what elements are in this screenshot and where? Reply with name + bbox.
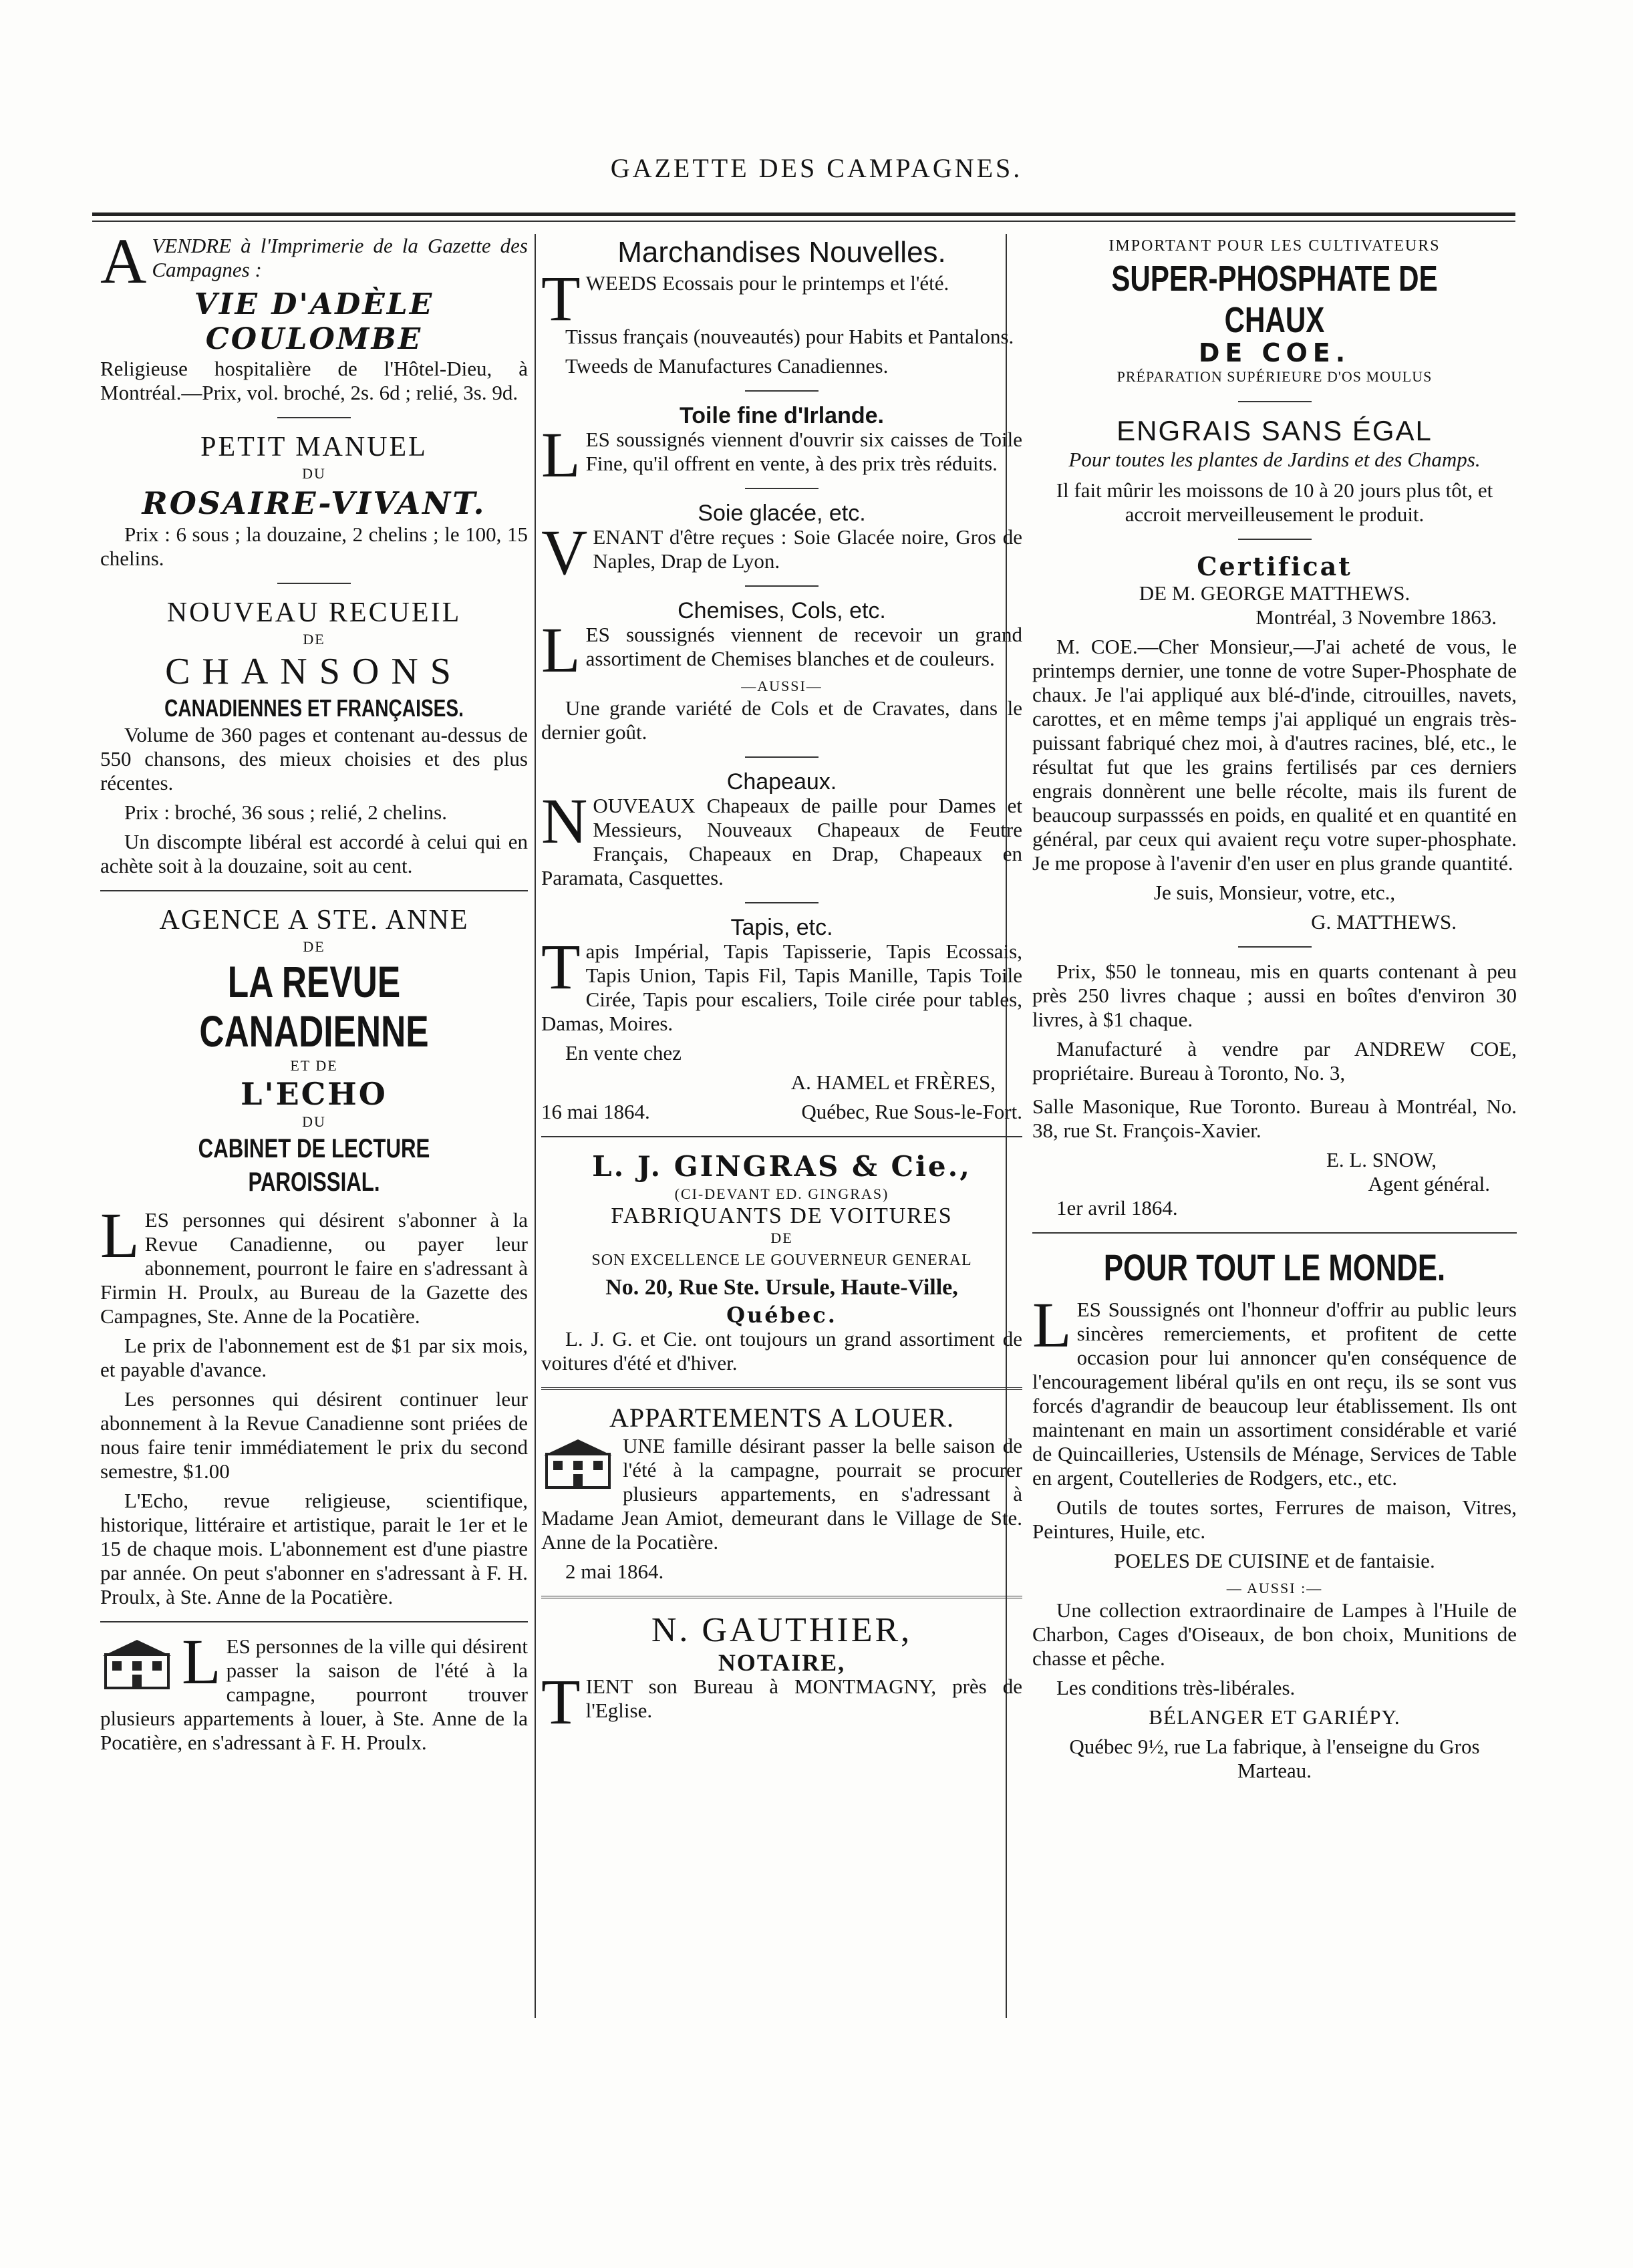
chapeaux-text: OUVEAUX Chapeaux de paille pour Dames et Messieurs, Nouveaux Chapeaux de Feutre Français, Chapeaux en Drap, Chapeaux en Paramata, Casquettes. <box>541 794 1022 889</box>
murir: Il fait mûrir les moissons de 10 à 20 jours plus tôt, et accroit merveilleusement le produit. <box>1056 478 1493 526</box>
march-title: Marchandises Nouvelles. <box>617 236 946 269</box>
agence-p4: L'Echo, revue religieuse, scientifique, historique, littéraire et artistique, parait le 1er et le 15 de chaque mois. L'abonnement est d'une piastre par année. On peut s'abonner en s'adressant à F. H. Proulx, à Ste. Anne de la Pocatière. <box>100 1489 528 1608</box>
hamel-date: 16 mai 1864. <box>541 1100 650 1123</box>
manuel-du: DU <box>302 465 326 482</box>
drop-cap: L <box>182 1626 221 1697</box>
divider <box>1032 1232 1517 1234</box>
lampes: Une collection extraordinaire de Lampes à l'Huile de Charbon, Cages d'Oiseaux, de bon choix, Munitions de chasse et pêche. <box>1032 1598 1517 1670</box>
adele-body: Religieuse hospitalière de l'Hôtel-Dieu, à Montréal.—Prix, vol. broché, 2s. 6d ; relié, 3s. 9d. <box>100 357 528 404</box>
de-coe: DE COE. <box>1198 338 1351 368</box>
gauthier-text: IENT son Bureau à MONTMAGNY, près de l'Eglise. <box>585 1675 1022 1722</box>
salle-masonique: Salle Masonique, Rue Toronto. Bureau à Montréal, No. 38, rue St. François-Xavier. <box>1032 1095 1517 1142</box>
pour-ad <box>1032 1289 1517 1490</box>
fabriquants-de: DE <box>770 1230 793 1246</box>
agence-p2: Le prix de l'abonnement est de $1 par six mois, et payable d'avance. <box>100 1334 528 1381</box>
divider <box>100 890 528 891</box>
divider <box>745 756 819 758</box>
column-middle <box>541 234 1022 2025</box>
belanger-address: Québec 9½, rue La fabrique, à l'enseigne du Gros Marteau. <box>1069 1735 1480 1782</box>
house-icon <box>100 1637 174 1689</box>
certificat-date: Montréal, 3 Novembre 1863. <box>1255 605 1497 629</box>
certificat-body: M. COE.—Cher Monsieur,—J'ai acheté de vous, le printemps dernier, une tonne de votre Super-Phosphate de chaux. Je l'ai appliqué aux blé-d'inde, citrouilles, navets, carottes, et en même temps j'ai appliqué un engrais très-puissant fabriqué chez moi, à d'autres racines, blé, etc., le résultat fut que les grains fertilisés par ces derniers engrais donnèrent une belle récolte, mais ils furent de beaucoup surpasssés en poids, en qualité et en quantité en général, par ceux qui avaient reçu votre super-phosphate. Je me propose à l'avenir d'en user en plus grande quantité. <box>1032 635 1517 875</box>
conditions: Les conditions très-libérales. <box>1056 1676 1296 1699</box>
chansons-p1: Volume de 360 pages et contenant au-dessus de 550 chansons, des mieux choisies et des plus récentes. <box>100 723 528 795</box>
prix-body: Prix, $50 le tonneau, mis en quarts contenant à peu près 250 livres chaque ; aussi en boîtes d'environ 30 livres, à $1 chaque. <box>1032 960 1517 1031</box>
snow-name: E. L. SNOW, <box>1326 1148 1437 1171</box>
divider <box>100 1621 528 1622</box>
hamel-name: A. HAMEL et FRÈRES, <box>790 1071 996 1094</box>
adele-title: VIE D'ADÈLE COULOMBE <box>194 287 434 356</box>
drop-cap: A <box>100 234 147 297</box>
certificat-close: Je suis, Monsieur, votre, etc., <box>1153 881 1396 904</box>
page-title: GAZETTE DES CAMPAGNES. <box>610 153 1023 183</box>
pour-text: ES Soussignés ont l'honneur d'offrir au public leurs sincères remerciements, et profitent de cette occasion pour lui annoncer qu'en conséquence de l'encouragement libéral qu'ils en ont reçu, ils se sont vus forcés d'agrandir de beaucoup leur établissement. Ils ont maintenant en main un assortiment considérable et varié de Quincailleries, Ustensils de Ménage, Services de Table en argent, Coutelleries de Rodgers, etc., etc. <box>1032 1298 1517 1490</box>
tweeds-canadiennes: Tweeds de Manufactures Canadiennes. <box>565 354 889 378</box>
matthews-title: DE M. GEORGE MATTHEWS. <box>1139 581 1411 605</box>
divider <box>745 902 819 903</box>
tapis-title: Tapis, etc. <box>730 915 833 940</box>
agence-de: DE <box>303 938 325 955</box>
agence-title: AGENCE A STE. ANNE <box>159 905 469 936</box>
notaire: NOTAIRE, <box>718 1649 846 1676</box>
tweeds-text: WEEDS Ecossais pour le printemps et l'été. <box>585 271 949 295</box>
snow-date: 1er avril 1864. <box>1056 1196 1178 1220</box>
hamel-footer <box>541 1100 1022 1124</box>
echo-du: DU <box>302 1113 326 1130</box>
divider <box>541 1387 1022 1390</box>
divider <box>745 390 819 392</box>
column-right <box>1032 234 1517 2025</box>
chemises-title: Chemises, Cols, etc. <box>678 598 886 623</box>
chemises-text: ES soussignés viennent de recevoir un grand assortiment de Chemises blanches et de couleurs. <box>585 623 1022 670</box>
agence-p1-text: ES personnes qui désirent s'abonner à la Revue Canadienne, ou payer leur abonnement, pourront le faire en s'adressant à Firmin H. Proulx, au Bureau de la Gazette des Campagnes, Ste. Anne de la Pocatière. <box>100 1208 528 1328</box>
poeles: POELES DE CUISINE et de fantaisie. <box>1114 1549 1435 1572</box>
gauthier-ad <box>541 1666 1022 1737</box>
header-rule <box>92 212 1515 216</box>
tweeds-ad <box>541 263 1022 334</box>
house-icon <box>541 1437 615 1489</box>
aussi-label: —AUSSI— <box>741 678 823 694</box>
toile-title: Toile fine d'Irlande. <box>680 403 884 428</box>
column-left <box>100 234 528 2025</box>
vendre-text: VENDRE à l'Imprimerie de la Gazette des Campagnes : <box>152 234 528 281</box>
gingras-body: L. J. G. et Cie. ont toujours un grand assortiment de voitures d'été et d'hiver. <box>541 1327 1022 1375</box>
tapis-ad <box>541 931 1022 1036</box>
drop-cap: L <box>541 419 581 490</box>
ville-ad <box>100 1626 528 1755</box>
tapis-text: apis Impérial, Tapis Tapisserie, Tapis Ecossais, Tapis Union, Tapis Fil, Tapis Manille, Tapis Toile Cirée, Tapis pour escaliers, Toile cirée pour tables, Damas, Moires. <box>541 940 1022 1035</box>
drop-cap: L <box>100 1199 140 1271</box>
cols-body: Une grande variété de Cols et de Cravates, dans le dernier goût. <box>541 696 1022 744</box>
revue-title: LA REVUE CANADIENNE <box>199 957 429 1056</box>
cabinet-title: CABINET DE LECTURE PAROISSIAL. <box>198 1134 430 1197</box>
divider <box>745 585 819 587</box>
manuel-title: PETIT MANUEL <box>200 432 428 462</box>
chansons-p2: Prix : broché, 36 sous ; relié, 2 chelins. <box>124 801 447 824</box>
chansons-subtitle: CANADIENNES ET FRANÇAISES. <box>164 694 464 722</box>
gingras-address: No. 20, Rue Ste. Ursule, Haute-Ville, <box>605 1275 958 1300</box>
agence-p1 <box>100 1199 528 1328</box>
pour-title: POUR TOUT LE MONDE. <box>1103 1246 1446 1288</box>
manufacture: Manufacturé à vendre par ANDREW COE, propriétaire. Bureau à Toronto, No. 3, <box>1032 1037 1517 1085</box>
drop-cap: T <box>541 931 581 1002</box>
drop-cap: T <box>541 1666 581 1737</box>
vente-chez: En vente chez <box>565 1041 682 1065</box>
divider <box>277 583 351 584</box>
divider <box>1238 539 1312 540</box>
certificat-title: Certificat <box>1197 551 1352 581</box>
rosaire-body: Prix : 6 sous ; la douzaine, 2 chelins ; le 100, 15 chelins. <box>100 523 528 570</box>
gauthier-title: N. GAUTHIER, <box>651 1611 913 1649</box>
snow-agent: Agent général. <box>1368 1172 1490 1195</box>
drop-cap: N <box>541 785 588 857</box>
drop-cap: L <box>541 614 581 686</box>
chansons-title: CHANSONS <box>165 651 463 692</box>
divider <box>277 417 351 418</box>
drop-cap: T <box>541 263 581 334</box>
gingras-subtitle: (CI-DEVANT ED. GINGRAS) <box>674 1185 889 1202</box>
soie-ad <box>541 517 1022 588</box>
engrais-title: ENGRAIS SANS ÉGAL <box>1117 415 1433 446</box>
hamel-address: Québec, Rue Sous-le-Fort. <box>801 1100 1022 1123</box>
soie-title: Soie glacée, etc. <box>698 501 866 526</box>
column-divider <box>535 234 536 2018</box>
rosaire-title: ROSAIRE-VIVANT. <box>142 485 486 521</box>
divider <box>541 1136 1022 1137</box>
divider <box>745 488 819 489</box>
aussi-label: — AUSSI :— <box>1226 1580 1323 1596</box>
chapeaux-title: Chapeaux. <box>726 769 837 795</box>
chapeaux-ad <box>541 785 1022 890</box>
vendre-ad <box>100 234 528 297</box>
gingras-quebec: Québec. <box>726 1302 837 1328</box>
divider <box>1238 401 1312 402</box>
recueil-de: DE <box>303 631 325 648</box>
preparation: PRÉPARATION SUPÉRIEURE D'OS MOULUS <box>1117 368 1433 385</box>
appartements-text: UNE famille désirant passer la belle saison de l'été à la campagne, pourrait se procurer plusieurs appartements, en s'adressant à Madame Jean Amiot, demeurant dans le Village de Ste. Anne de la Pocatière. <box>541 1434 1022 1554</box>
super-title: SUPER-PHOSPHATE DE CHAUX <box>1111 259 1438 340</box>
echo-title: L'ECHO <box>241 1076 388 1112</box>
fabriquants: FABRIQUANTS DE VOITURES <box>611 1203 953 1228</box>
gingras-title: L. J. GINGRAS & Cie., <box>592 1150 972 1183</box>
recueil-title: NOUVEAU RECUEIL <box>166 597 462 628</box>
agence-p3: Les personnes qui désirent continuer leur abonnement à la Revue Canadienne sont priées de nous faire tenir immédiatement le prix du second semestre, $1.00 <box>100 1387 528 1483</box>
drop-cap: V <box>541 517 588 588</box>
ville-text: ES personnes de la ville qui désirent passer la saison de l'été à la campagne, pourront trouver plusieurs appartements à louer, à Ste. Anne de la Pocatière, en s'adressant à F. H. Proulx. <box>100 1635 528 1754</box>
belanger-name: BÉLANGER ET GARIÉPY. <box>1149 1705 1400 1729</box>
certificat-signature: G. MATTHEWS. <box>1311 910 1457 934</box>
excellence: SON EXCELLENCE LE GOUVERNEUR GENERAL <box>591 1252 972 1269</box>
toile-ad <box>541 419 1022 490</box>
appartements-date: 2 mai 1864. <box>565 1560 664 1583</box>
toile-text: ES soussignés viennent d'ouvrir six caisses de Toile Fine, qu'il offrent en vente, à des prix très réduits. <box>585 428 1022 475</box>
divider <box>541 1596 1022 1598</box>
outils: Outils de toutes sortes, Ferrures de maison, Vitres, Peintures, Huile, etc. <box>1032 1496 1517 1543</box>
drop-cap: L <box>1032 1289 1072 1361</box>
divider <box>1238 946 1312 948</box>
important-label: IMPORTANT POUR LES CULTIVATEURS <box>1108 237 1441 255</box>
chansons-p3: Un discompte libéral est accordé à celui qui en achète soit à la douzaine, soit au cent. <box>100 830 528 877</box>
appartements-ad <box>541 1434 1022 1554</box>
soie-text: ENANT d'être reçues : Soie Glacée noire, Gros de Naples, Drap de Lyon. <box>593 525 1022 573</box>
engrais-subtitle: Pour toutes les plantes de Jardins et des Champs. <box>1068 448 1481 471</box>
header-rule-thin <box>92 221 1515 222</box>
appartements-title: APPARTEMENTS A LOUER. <box>609 1403 955 1433</box>
revue-etde: ET DE <box>290 1057 338 1074</box>
tissus: Tissus français (nouveautés) pour Habits et Pantalons. <box>565 325 1014 348</box>
